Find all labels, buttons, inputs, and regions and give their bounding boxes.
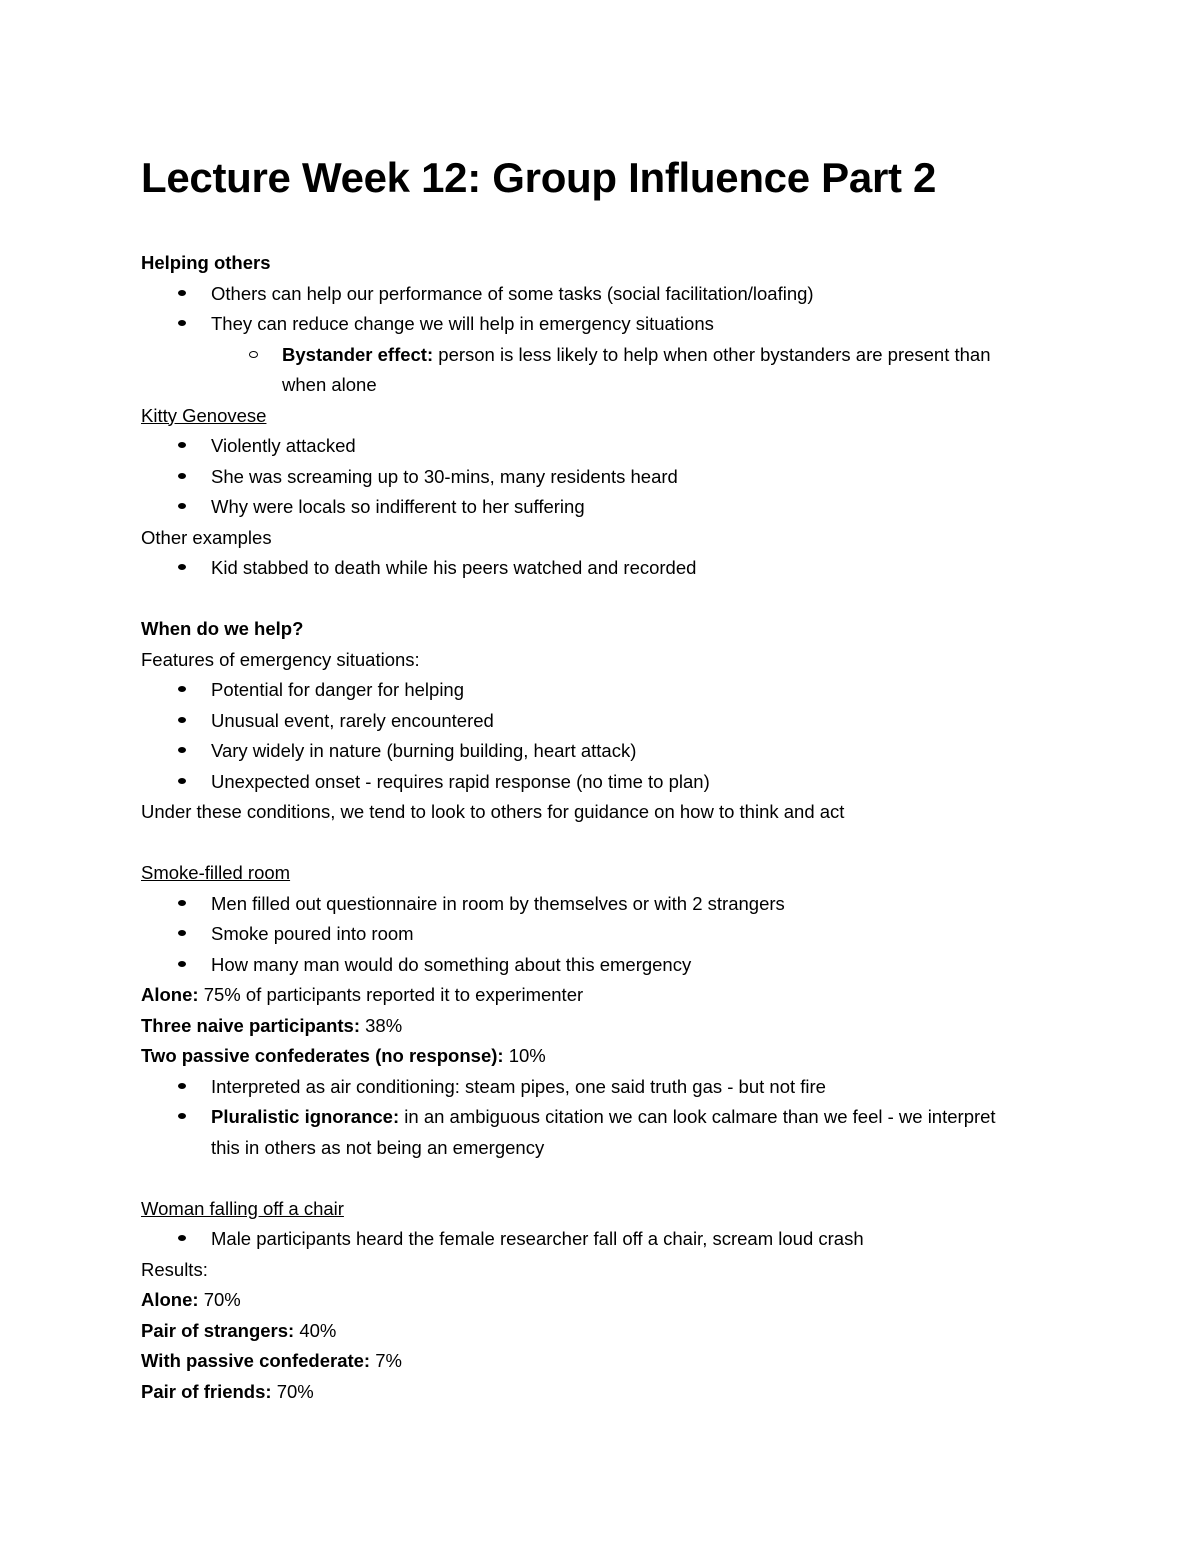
hollow-bullet-icon: [141, 340, 281, 371]
sub-list-item: Bystander effect: person is less likely to help when other bystanders are present than: [141, 340, 1061, 371]
list-item: Interpreted as air conditioning: steam pipes, one said truth gas - but not fire: [141, 1072, 1061, 1103]
list-item: Pluralistic ignorance: in an ambiguous citation we can look calmare than we feel - we interpret: [141, 1102, 1061, 1133]
list-item: Kid stabbed to death while his peers watched and recorded: [141, 553, 1061, 584]
document-body: [141, 248, 1061, 1407]
when-intro: Features of emergency situations:: [141, 648, 420, 670]
results-label: Results:: [141, 1258, 208, 1280]
when-heading: When do we help?: [141, 618, 304, 639]
document-title: Lecture Week 12: Group Influence Part 2: [141, 154, 937, 201]
bullet-icon: [141, 736, 211, 767]
bullet-icon: [141, 675, 211, 706]
bullet-icon: [141, 1224, 211, 1255]
bullet-icon: [141, 1102, 211, 1133]
bullet-icon: [141, 492, 211, 523]
bullet-icon: [141, 1072, 211, 1103]
chair-heading: Woman falling off a chair: [141, 1197, 344, 1219]
pluralistic-ignorance-term: Pluralistic ignorance:: [211, 1106, 400, 1127]
list-item: Unexpected onset - requires rapid response (no time to plan): [141, 767, 1061, 798]
result-line: With passive confederate: 7%: [141, 1350, 402, 1371]
list-item: Potential for danger for helping: [141, 675, 1061, 706]
bullet-icon: [141, 279, 211, 310]
bullet-icon: [141, 462, 211, 493]
list-item: She was screaming up to 30-mins, many residents heard: [141, 462, 1061, 493]
helping-heading: Helping others: [141, 252, 271, 273]
blank-line: [141, 584, 1061, 615]
result-line: Alone: 70%: [141, 1289, 241, 1310]
result-line: Pair of friends: 70%: [141, 1380, 314, 1402]
list-item: How many man would do something about this emergency: [141, 950, 1061, 981]
list-item: Unusual event, rarely encountered: [141, 706, 1061, 737]
when-conclusion: Under these conditions, we tend to look to others for guidance on how to think and act: [141, 801, 845, 822]
bullet-icon: [141, 950, 211, 981]
bullet-icon: [141, 431, 211, 462]
list-item: Others can help our performance of some tasks (social facilitation/loafing): [141, 279, 1061, 310]
bullet-icon: [141, 889, 211, 920]
list-item: Vary widely in nature (burning building, heart attack): [141, 736, 1061, 767]
list-item: Male participants heard the female researcher fall off a chair, scream loud crash: [141, 1224, 1061, 1255]
list-item: They can reduce change we will help in emergency situations: [141, 309, 1061, 340]
result-line: Pair of strangers: 40%: [141, 1319, 337, 1341]
blank-line: [141, 828, 1061, 859]
list-item: Smoke poured into room: [141, 919, 1061, 950]
bullet-icon: [141, 919, 211, 950]
sub-list-item-continuation: when alone: [282, 374, 377, 395]
list-item: Why were locals so indifferent to her suffering: [141, 492, 1061, 523]
result-line: Alone: 75% of participants reported it to experimenter: [141, 984, 584, 1005]
smoke-heading: Smoke-filled room: [141, 862, 291, 883]
bullet-icon: [141, 553, 211, 584]
other-heading: Other examples: [141, 526, 272, 548]
result-line: Three naive participants: 38%: [141, 1014, 403, 1036]
bystander-effect-term: Bystander effect:: [282, 343, 434, 365]
bullet-icon: [141, 706, 211, 737]
result-line: Two passive confederates (no response): 10%: [141, 1045, 546, 1066]
blank-line: [141, 1163, 1061, 1194]
list-item: Violently attacked: [141, 431, 1061, 462]
bullet-icon: [141, 767, 211, 798]
kitty-heading: Kitty Genovese: [141, 404, 267, 426]
bullet-icon: [141, 309, 211, 340]
list-item: Men filled out questionnaire in room by themselves or with 2 strangers: [141, 889, 1061, 920]
list-item-continuation: this in others as not being an emergency: [211, 1136, 545, 1158]
